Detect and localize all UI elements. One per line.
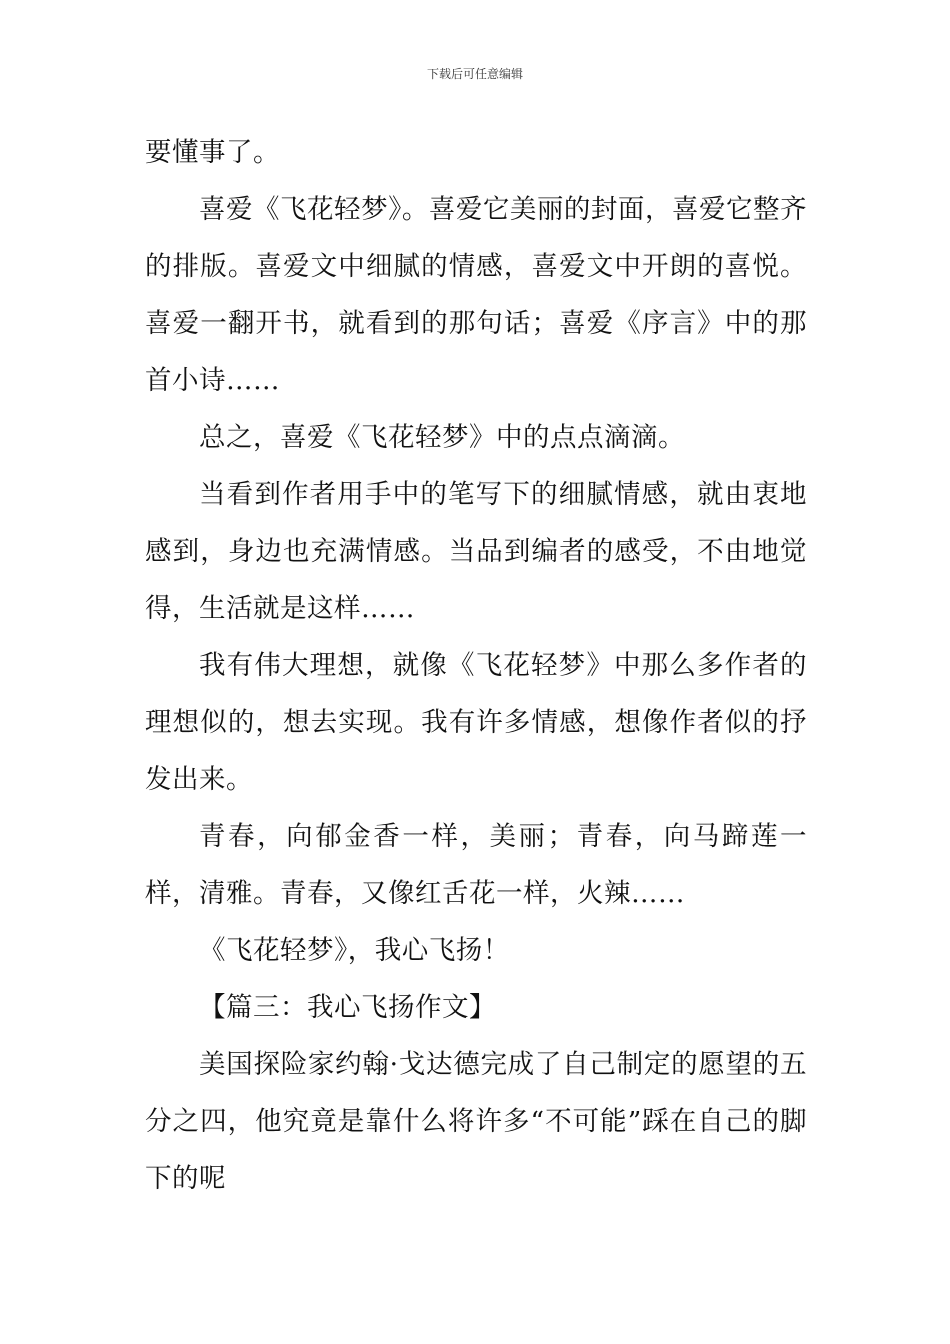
paragraph-youth: 青春，向郁金香一样，美丽；青春，向马蹄莲一样，清雅。青春，又像红舌花一样，火辣……: [145, 821, 807, 909]
paragraph-ideals: 我有伟大理想，就像《飞花轻梦》中那么多作者的理想似的，想去实现。我有许多情感，想像作者似的抒发出来。: [145, 650, 807, 795]
section-heading: 【篇三：我心飞扬作文】: [199, 992, 496, 1023]
paragraph-continuation: 要懂事了。: [145, 137, 280, 168]
paragraph-love-book: 喜爱《飞花轻梦》。喜爱它美丽的封面，喜爱它整齐的排版。喜爱文中细腻的情感，喜爱文中开朗的喜悦。喜爱一翻开书，就看到的那句话；喜爱《序言》中的那首小诗……: [145, 194, 807, 396]
paragraph-closing: 《飞花轻梦》，我心飞扬！: [199, 935, 510, 966]
page-header-note: 下载后可任意编辑: [426, 67, 523, 81]
paragraph-goddard: 美国探险家约翰·戈达德完成了自己制定的愿望的五分之四，他究竟是靠什么将许多“不可能”踩在自己的脚下的呢: [145, 1049, 807, 1194]
paragraph-summary: 总之，喜爱《飞花轻梦》中的点点滴滴。: [199, 422, 685, 453]
paragraph-author-emotion: 当看到作者用手中的笔写下的细腻情感，就由衷地感到，身边也充满情感。当品到编者的感受，不由地觉得，生活就是这样……: [145, 479, 807, 624]
document-body: [145, 124, 807, 1207]
